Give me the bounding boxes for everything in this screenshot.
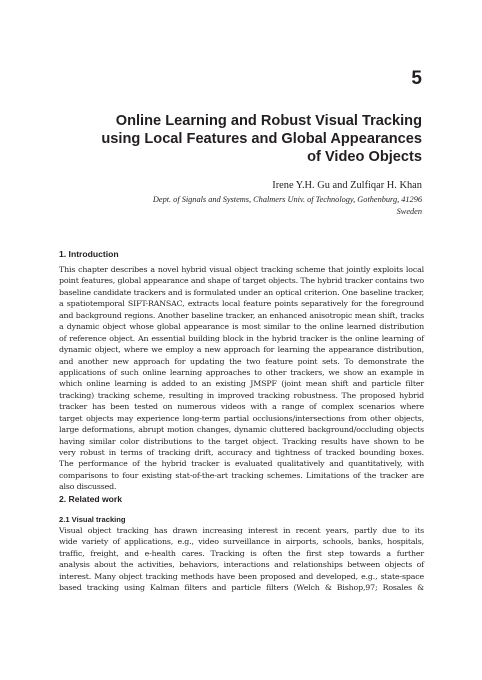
text-line: comparisons to four existing stat-of-the-art tracking schemes. Limitations of the tracker are <box>59 470 424 480</box>
text-line: interest. Many object tracking methods have been proposed and developed, e.g., state-space <box>59 571 424 581</box>
introduction-paragraph <box>59 264 424 493</box>
visual-tracking-paragraph <box>59 525 424 594</box>
text-line: traffic, freight, and e-health cares. Tracking is often the first step towards a further <box>59 548 424 558</box>
title-line: of Video Objects <box>307 149 422 165</box>
text-line: dynamic object, where we employ a new approach for learning the appearance distribution, <box>59 345 424 355</box>
text-line: which online learning is added to an existing JMSPF (joint mean shift and particle filter <box>59 379 424 389</box>
text-line: very robust in terms of tracking drift, accuracy and tightness of tracked bounding boxes. <box>59 448 424 457</box>
affiliation <box>62 194 422 218</box>
chapter-title <box>42 112 422 166</box>
text-line: Visual object tracking has drawn increasing interest in recent years, partly due to its <box>59 526 424 535</box>
authors: Irene Y.H. Gu and Zulfiqar H. Khan <box>272 180 422 191</box>
text-line: based tracking using Kalman filters and particle filters (Welch & Bishop,97; Rosales & <box>59 583 424 593</box>
section-heading-introduction: 1. Introduction <box>59 249 119 259</box>
affiliation-line: Dept. of Signals and Systems, Chalmers Univ. of Technology, Gothenburg, 41296 <box>152 195 422 204</box>
text-line: target objects may experience long-term partial occlusions/intersections from other objects, <box>59 413 424 423</box>
subsection-heading-visual-tracking: 2.1 Visual tracking <box>59 515 126 524</box>
text-line: tracking) tracking scheme, resulting in improved tracking robustness. The proposed hybrid <box>59 390 424 400</box>
section-heading-related-work: 2. Related work <box>59 494 123 504</box>
text-line: analysis about the activities, behaviors, interactions and relationships between objects of <box>59 560 424 570</box>
title-line: Online Learning and Robust Visual Tracking <box>115 113 422 129</box>
text-line: and background regions. Another baseline tracker, an enhanced anisotropic mean shift, tracks <box>59 310 424 320</box>
text-line: having similar color distributions to the target object. Tracking results have shown to be <box>59 436 424 446</box>
title-line: using Local Features and Global Appearances <box>101 131 422 147</box>
text-line: a dynamic object whose global appearance is most similar to the online learned distribution <box>59 322 424 332</box>
text-line: point features, global appearance and shape of target objects. The hybrid tracker contains two <box>59 276 424 286</box>
text-line: also discussed. <box>59 482 117 492</box>
text-line: wide variety of applications, e.g., video surveillance in airports, schools, banks, hospitals, <box>59 537 424 547</box>
text-line: a spatiotemporal SIFT-RANSAC, extracts local feature points separatively for the foreground <box>59 299 424 309</box>
text-line: and another new approach for updating the two feature point sets. To demonstrate the <box>59 356 424 366</box>
text-line: large deformations, abrupt motion changes, dynamic cluttered background/occluding objects <box>59 425 424 435</box>
affiliation-line: Sweden <box>396 207 422 216</box>
text-line: The performance of the hybrid tracker is evaluated qualitatively and quantitatively, with <box>59 459 424 469</box>
chapter-number: 5 <box>411 68 422 89</box>
text-line: tracker has been tested on numerous videos with a range of complex scenarios where <box>59 402 424 412</box>
text-line: baseline candidate trackers and is formulated under an optical criterion. One baseline tracker, <box>59 287 424 297</box>
text-line: of reference object. An essential building block in the hybrid tracker is the online learning of <box>59 333 424 343</box>
text-line: This chapter describes a novel hybrid visual object tracking scheme that jointly exploits local <box>59 265 424 274</box>
text-line: applications of such online learning approaches to other trackers, we show an example in <box>59 367 424 377</box>
